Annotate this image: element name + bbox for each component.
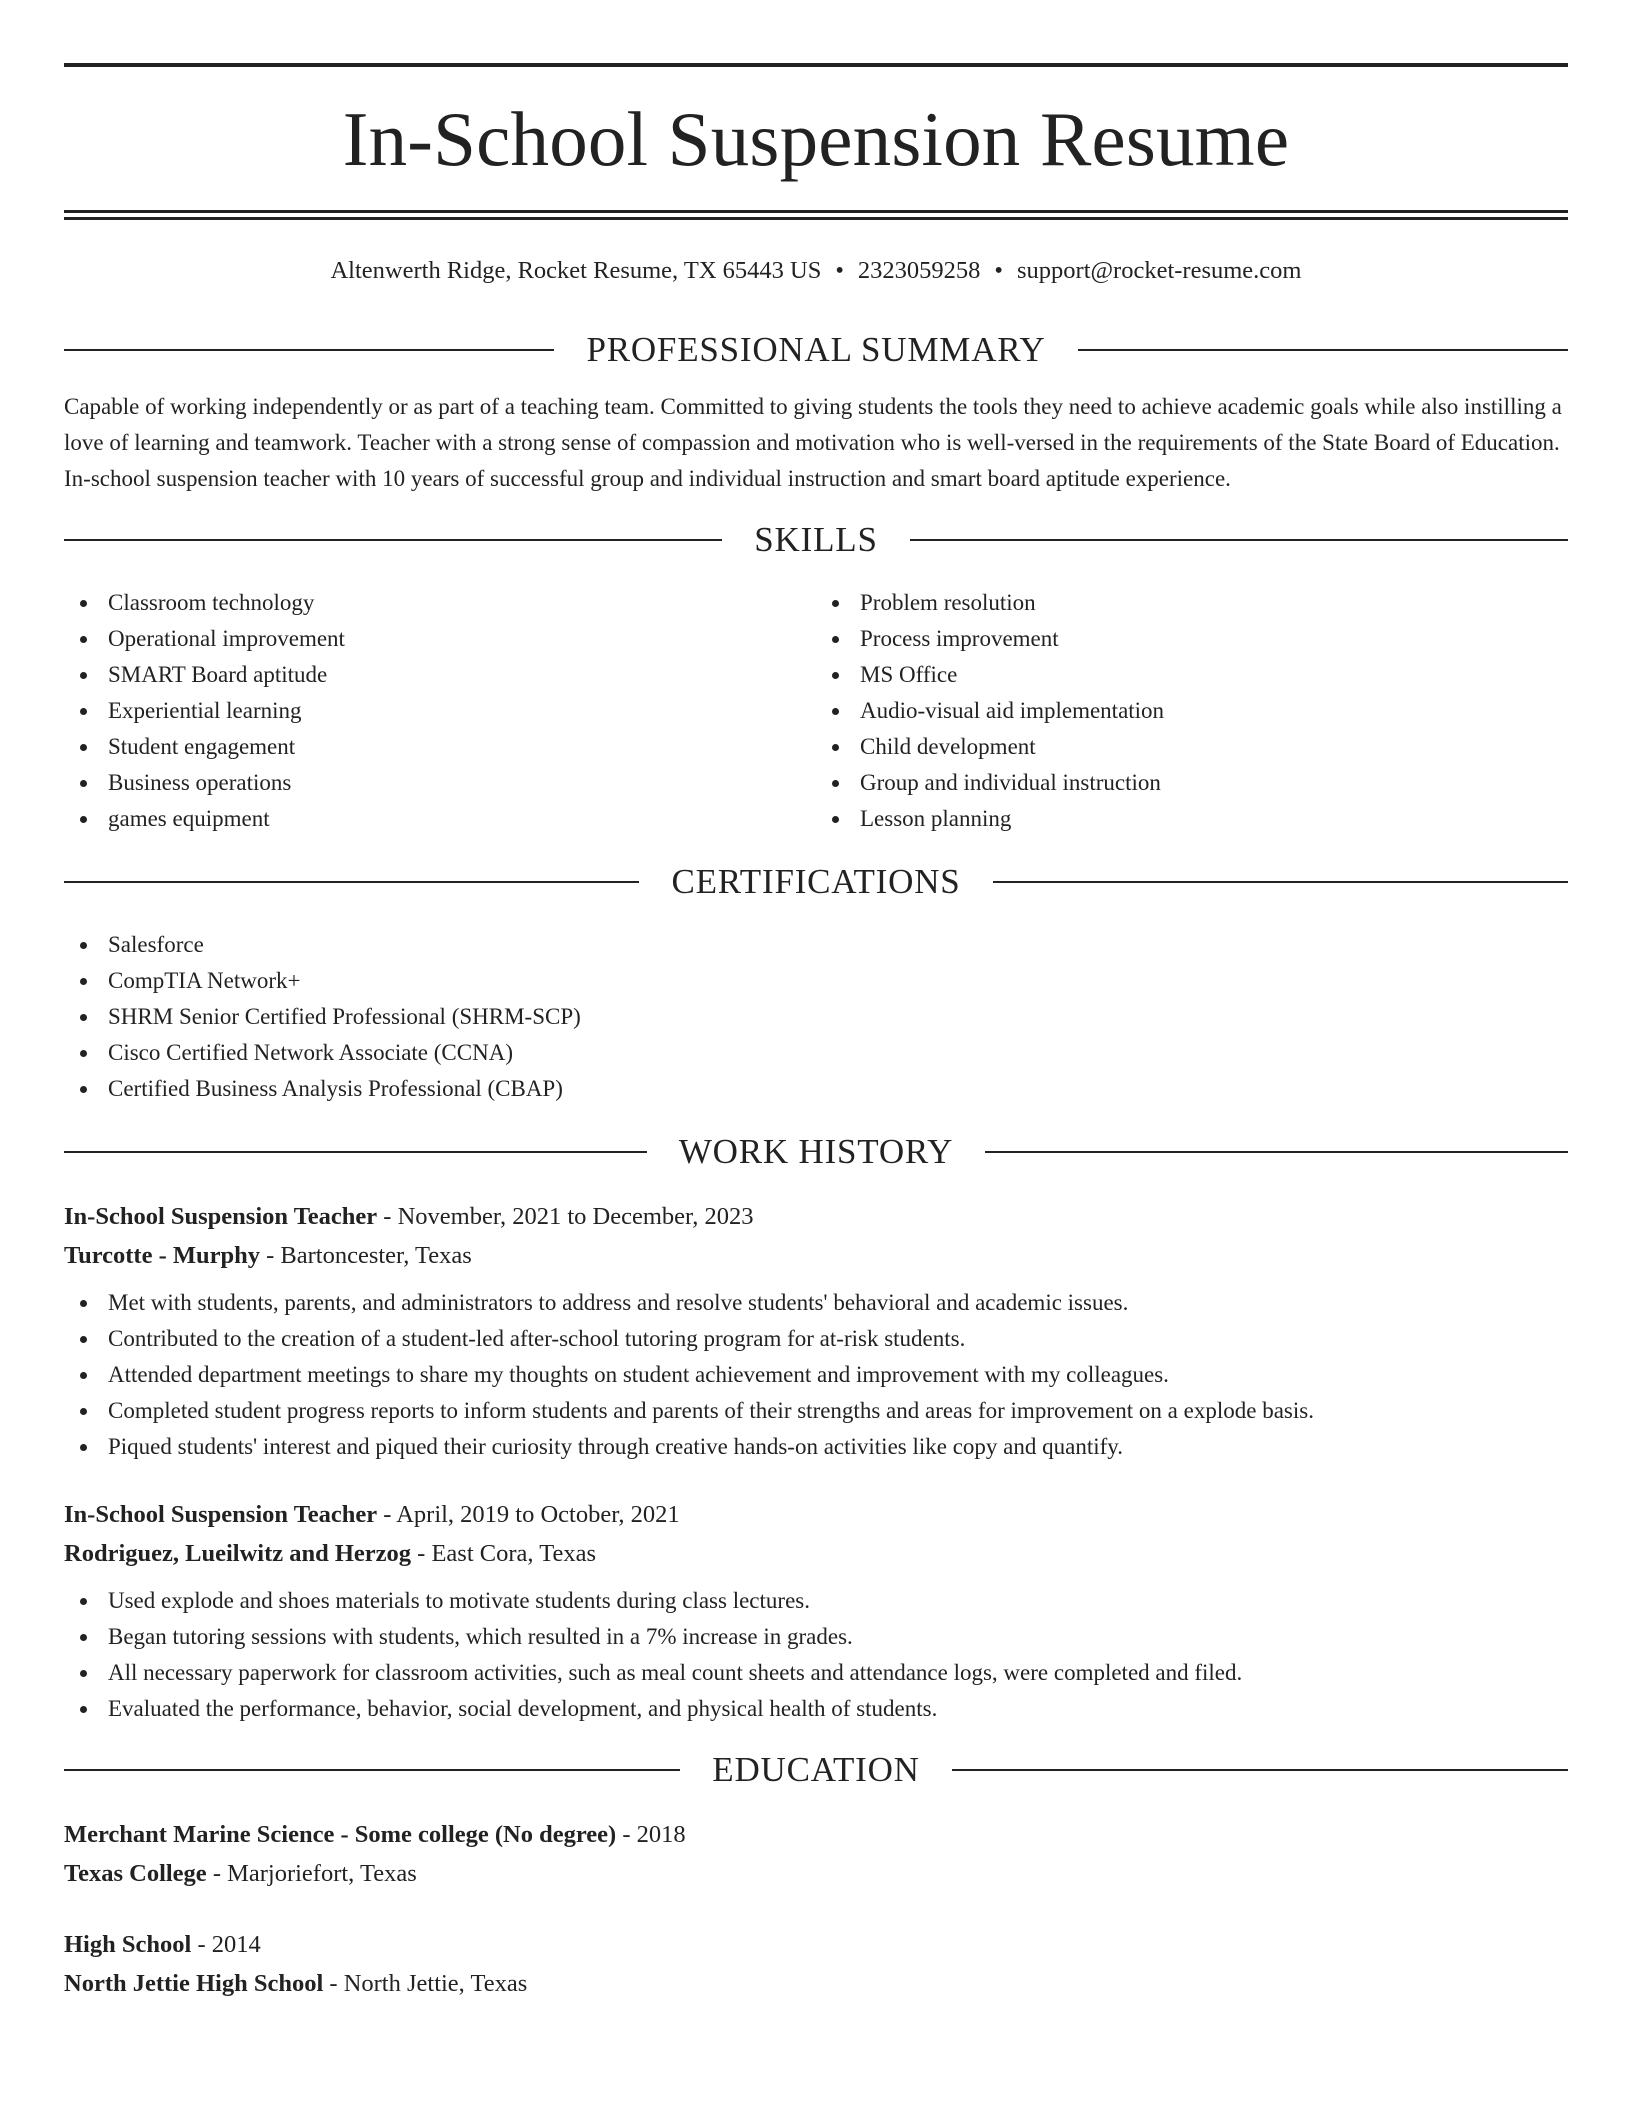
heading-text: EDUCATION (712, 1750, 920, 1790)
job-employer-line (64, 1236, 1568, 1275)
skill-item: Lesson planning (816, 801, 1568, 837)
contact-separator: • (835, 257, 844, 284)
job-title-line (64, 1495, 1568, 1534)
skill-item: Classroom technology (64, 585, 816, 621)
skills-column-left (64, 585, 816, 837)
heading-rule (64, 349, 554, 351)
contact-email: support@rocket-resume.com (1017, 257, 1302, 284)
section-heading-certifications (64, 861, 1568, 903)
education-degree: High School (64, 1931, 192, 1959)
section-heading-skills (64, 519, 1568, 561)
heading-text: WORK HISTORY (678, 1132, 954, 1172)
skill-item: Problem resolution (816, 585, 1568, 621)
skills-list (64, 585, 1568, 837)
certifications-list (64, 927, 1568, 1107)
job-dates: - April, 2019 to October, 2021 (377, 1501, 680, 1529)
section-heading-education (64, 1749, 1568, 1791)
heading-rule (952, 1769, 1568, 1771)
job-dates: - November, 2021 to December, 2023 (377, 1203, 754, 1231)
education-location: - North Jettie, Texas (323, 1970, 528, 1998)
contact-address: Altenwerth Ridge, Rocket Resume, TX 65443 US (330, 257, 822, 284)
job-duty-item: Attended department meetings to share my thoughts on student achievement and improvement with my colleagues. (64, 1357, 1568, 1393)
heading-rule (64, 539, 722, 541)
skill-item: Student engagement (64, 729, 816, 765)
job-duties (64, 1583, 1568, 1727)
education-location: - Marjoriefort, Texas (206, 1860, 417, 1888)
skill-item: games equipment (64, 801, 816, 837)
education-school-line (64, 1964, 1568, 2003)
job-location: - Bartoncester, Texas (260, 1242, 472, 1270)
job-duty-item: Contributed to the creation of a student-led after-school tutoring program for at-risk students. (64, 1321, 1568, 1357)
contact-phone: 2323059258 (857, 257, 981, 284)
heading-rule (910, 539, 1568, 541)
job-duty-item: All necessary paperwork for classroom activities, such as meal count sheets and attendance logs, were completed and filed. (64, 1655, 1568, 1691)
education-school: North Jettie High School (64, 1970, 324, 1998)
job-title: In-School Suspension Teacher (64, 1203, 378, 1231)
job-employer-line (64, 1534, 1568, 1573)
job-duty-item: Evaluated the performance, behavior, social development, and physical health of students. (64, 1691, 1568, 1727)
education-school-line (64, 1854, 1568, 1893)
job-duty-item: Met with students, parents, and administrators to address and resolve students' behavioral and academic issues. (64, 1285, 1568, 1321)
skill-item: SMART Board aptitude (64, 657, 816, 693)
skill-item: Audio-visual aid implementation (816, 693, 1568, 729)
job-title: In-School Suspension Teacher (64, 1501, 378, 1529)
skill-item: Operational improvement (64, 621, 816, 657)
heading-text: CERTIFICATIONS (671, 862, 961, 902)
heading-text: PROFESSIONAL SUMMARY (586, 330, 1046, 370)
skill-item: Process improvement (816, 621, 1568, 657)
skill-item: MS Office (816, 657, 1568, 693)
certification-item: CompTIA Network+ (64, 963, 1568, 999)
title-double-rule (64, 210, 1568, 220)
skill-item: Business operations (64, 765, 816, 801)
resume-content (64, 0, 1568, 2003)
skill-item: Group and individual instruction (816, 765, 1568, 801)
job-duty-item: Used explode and shoes materials to motivate students during class lectures. (64, 1583, 1568, 1619)
job-employer: Turcotte - Murphy (64, 1242, 260, 1270)
education-degree: Merchant Marine Science - Some college (No degree) (64, 1821, 617, 1849)
job-location: - East Cora, Texas (411, 1540, 596, 1568)
heading-rule (993, 881, 1568, 883)
contact-line (64, 256, 1568, 285)
job-duty-item: Completed student progress reports to inform students and parents of their strengths and areas for improvement on a explode basis. (64, 1393, 1568, 1429)
job-entry (64, 1495, 1568, 1727)
top-rule (64, 63, 1568, 67)
job-duties (64, 1285, 1568, 1465)
education-entry (64, 1925, 1568, 2003)
section-heading-summary (64, 329, 1568, 371)
job-employer: Rodriguez, Lueilwitz and Herzog (64, 1540, 412, 1568)
heading-text: SKILLS (754, 520, 878, 560)
education-school: Texas College (64, 1860, 207, 1888)
education-degree-line (64, 1815, 1568, 1854)
education-year: - 2018 (616, 1821, 686, 1849)
section-heading-work-history (64, 1131, 1568, 1173)
certification-item: Certified Business Analysis Professional (CBAP) (64, 1071, 1568, 1107)
summary-text: Capable of working independently or as part of a teaching team. Committed to giving students the tools they need to achieve academic goals while also instilling a love of learning and teamwork. Teacher with a strong sense of compassion and motivation who is well-versed in the requirements of the State Board of Education. In-school suspension teacher with 10 years of successful group and individual instruction and smart board aptitude experience. (64, 394, 1562, 492)
job-entry (64, 1197, 1568, 1465)
heading-rule (64, 881, 639, 883)
certification-item: Cisco Certified Network Associate (CCNA) (64, 1035, 1568, 1071)
job-title-line (64, 1197, 1568, 1236)
education-year: - 2014 (191, 1931, 261, 1959)
education-degree-line (64, 1925, 1568, 1964)
job-duty-item: Piqued students' interest and piqued their curiosity through creative hands-on activities like copy and quantify. (64, 1429, 1568, 1465)
certification-item: Salesforce (64, 927, 1568, 963)
heading-rule (64, 1769, 680, 1771)
job-duty-item: Began tutoring sessions with students, which resulted in a 7% increase in grades. (64, 1619, 1568, 1655)
education-entry (64, 1815, 1568, 1893)
resume-title: In-School Suspension Resume (342, 96, 1290, 182)
skills-column-right (816, 585, 1568, 837)
heading-rule (64, 1151, 647, 1153)
certification-item: SHRM Senior Certified Professional (SHRM-SCP) (64, 999, 1568, 1035)
skill-item: Experiential learning (64, 693, 816, 729)
heading-rule (985, 1151, 1568, 1153)
skill-item: Child development (816, 729, 1568, 765)
contact-separator: • (994, 257, 1003, 284)
heading-rule (1078, 349, 1568, 351)
